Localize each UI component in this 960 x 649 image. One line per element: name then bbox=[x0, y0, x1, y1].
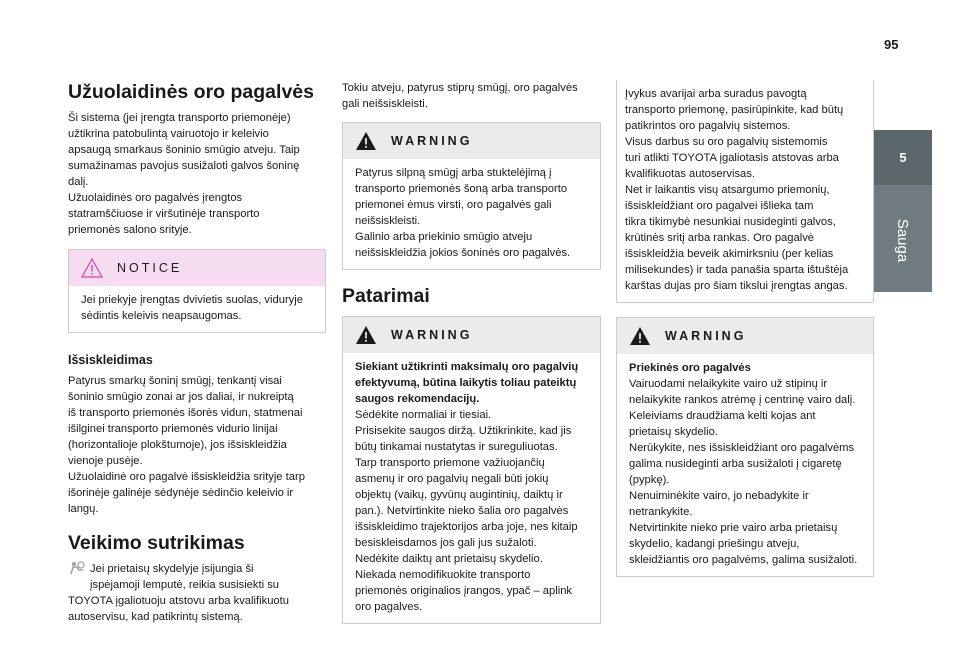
warning-1-text: Patyrus silpną smūgį arba stuktelėjimą į transporto priemonės šoną arba transporto priemonei ėmus virsti, oro pagalvės gali neišsiskleisti. Galinio arba priekinio smūgio atveju neišsiskleidžia jokios šoninės oro pagalvės. bbox=[355, 167, 571, 259]
warning-1-header bbox=[343, 123, 600, 159]
warning-3-header bbox=[617, 318, 873, 354]
warning-triangle-icon bbox=[629, 326, 651, 346]
warning-triangle-icon bbox=[355, 325, 377, 345]
deployment-text: Patyrus smarkų šoninį smūgį, tenkantį visai šoninio smūgio zonai ar jos daliai, ir nukreiptą iš transporto priemonės išorės vidun, statmenai išilginei transporto priemonės vidurio linijai (horizontalioje plokštumoje), jos išsiskleidžia vienoje pusėje. Užuolaidinė oro pagalvė išsiskleidžia srityje tarp išorinėje galinėje sėdynėje sėdinčio keleivio ir langų. bbox=[68, 375, 305, 515]
col3-intro: Įvykus avarijai arba suradus pavogtą transporto priemonę, pasirūpinkite, kad būtų patikrintos oro pagalvių sistemos. Visus darbus su oro pagalvių sistemomis turi atlikti TOYOTA įgaliotasis atstovas arba kvalifikuotas autoservisas. Net ir laikantis visų atsargumo priemonių, išsiskleidžiant oro pagalvei išlieka tam tikra tikimybė nesunkiai nusideginti galvos, krūtinės sritį arba rankas. Oro pagalvė išsiskleidžia beveik akimirksniu (per kelias milisekundes) ir tada panašia sparta ištuštėja karštas dujas pro šiam tikslui įrengtas angas. bbox=[625, 88, 849, 292]
subsection-title-deployment: Išsiskleidimas bbox=[68, 353, 153, 367]
warning-2-header bbox=[343, 317, 600, 353]
warning-3-bold-text: Priekinės oro pagalvės bbox=[629, 362, 751, 374]
notice-header bbox=[69, 250, 325, 286]
warning-2-bold-text: Siekiant užtikrinti maksimalų oro pagalvių efektyvumą, būtina laikytis toliau pateiktų saugos rekomendacijų. bbox=[355, 361, 579, 405]
malfunction-text-1: Jei prietaisų skydelyje įsijungia ši įspėjamoji lemputė, reikia susisiekti su bbox=[90, 563, 280, 591]
malfunction-row bbox=[68, 561, 326, 593]
warning-3-title: WARNING bbox=[665, 329, 747, 343]
section-title-malfunction: Veikimo sutrikimas bbox=[68, 532, 245, 554]
col3-intro-box bbox=[616, 80, 874, 303]
warning-1-title: WARNING bbox=[391, 134, 473, 148]
chapter-number: 5 bbox=[874, 130, 932, 185]
curtain-airbags-intro: Ši sistema (jei įrengta transporto priemonėje) užtikrina patobulintą vairuotojo ir keleivio apsaugą smarkaus šoninio smūgio atveju. Taip sumažinamas pavojus susižaloti galvos šoninę dalį. Užuolaidinės oro pagalvės įrengtos statramščiuose ir viršutinėje transporto priemonės salono srityje. bbox=[68, 112, 300, 236]
airbag-warning-lamp-icon bbox=[68, 561, 86, 575]
col2-intro: Tokiu atveju, patyrus stiprų smūgį, oro pagalvės gali neišsiskleisti. bbox=[342, 82, 578, 110]
warning-3-text: Vairuodami nelaikykite vairo už stipinų ir nelaikykite rankos atrėmę į centrinę vairo dalį. Keleiviams draudžiama kelti kojas ant prietaisų skydelio. Nerūkykite, nes išsiskleidžiant oro pagalvėms galima nusideginti arba susižaloti į cigaretę (pypkę). Nenuiminėkite vairo, jo nebadykite ir netrankykite. Netvirtinkite nieko prie vairo arba prietaisų skydelio, kadangi priešingu atveju, skleidžiantis oro pagalvėms, galima susižaloti. bbox=[629, 378, 858, 566]
section-title-advice: Patarimai bbox=[342, 285, 430, 307]
chapter-label-wrap bbox=[890, 210, 916, 270]
warning-triangle-icon bbox=[81, 258, 103, 278]
warning-2-text: Sėdėkite normaliai ir tiesiai. Prisisekite saugos diržą. Užtikrinkite, kad jis būtų tinkamai nustatytas ir sureguliuotas. Tarp transporto priemone važiuojančių asmenų ir oro pagalvių negali būti jokių objektų (vaikų, gyvūnų augintinių, daiktų ir pan.). Netvirtinkite nieko šalia oro pagalvės išsiskleidimo trajektorijos arba joje, nes kitaip besiskleisdamos jos gali jus sužaloti. Nedėkite daiktų ant prietaisų skydelio. Niekada nemodifikuokite transporto priemonės originalios įrangos, ypač – aplink oro pagalves. bbox=[355, 409, 578, 613]
notice-title: NOTICE bbox=[117, 261, 183, 275]
column-3 bbox=[616, 80, 874, 577]
notice-box bbox=[68, 249, 326, 333]
page-number: 95 bbox=[884, 37, 899, 52]
column-2 bbox=[342, 80, 601, 624]
chapter-tab bbox=[874, 130, 932, 292]
warning-box-3 bbox=[616, 317, 874, 577]
warning-triangle-icon bbox=[355, 131, 377, 151]
malfunction-text-2: TOYOTA įgaliotuoju atstovu arba kvalifikuotu autoservisu, kad patikrintų sistemą. bbox=[68, 595, 289, 623]
warning-2-title: WARNING bbox=[391, 328, 473, 342]
notice-text: Jei priekyje įrengtas dvivietis suolas, viduryje sėdintis keleivis neapsaugomas. bbox=[81, 294, 303, 322]
warning-box-2 bbox=[342, 316, 601, 624]
section-title-curtain-airbags: Užuolaidinės oro pagalvės bbox=[68, 81, 314, 103]
warning-box-1 bbox=[342, 122, 601, 270]
chapter-label: Sauga bbox=[894, 218, 912, 262]
column-1 bbox=[68, 80, 326, 625]
